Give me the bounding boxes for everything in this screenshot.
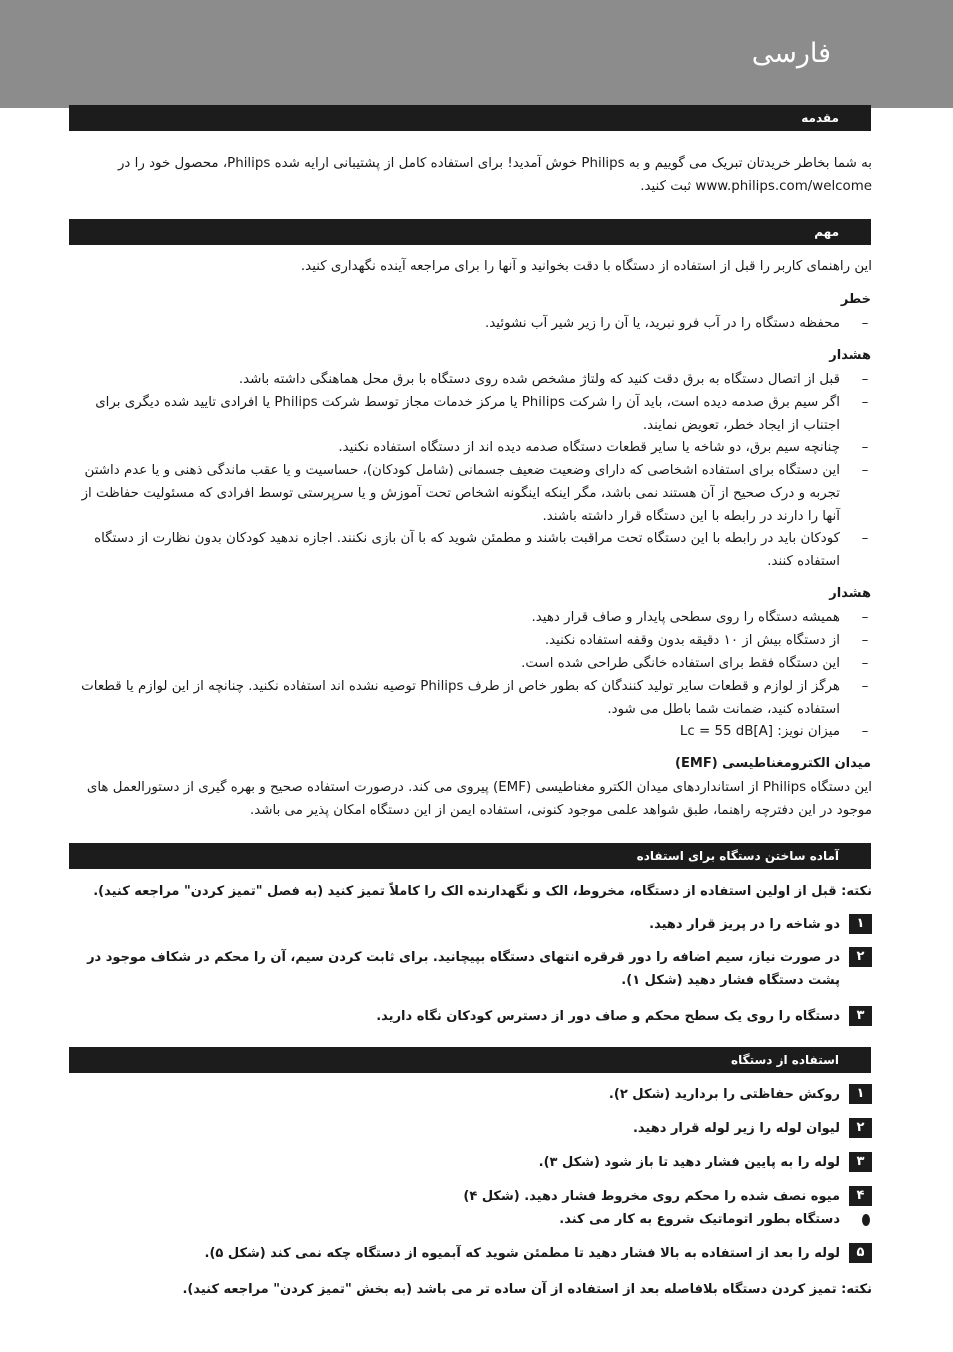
use-step: ۴ میوه نصف شده را محکم روی مخروط فشار دهید. (شکل ۴) دستگاه بطور اتوماتیک شروع به کار می کند. [69,1185,872,1231]
step-number-badge: ۲ [849,947,872,967]
dash-bullet: – [861,633,869,648]
use-step: ۵ لوله را بعد از استفاده به بالا فشار دهید تا مطمئن شوید که آبمیوه از دستگاه چکه نمی کند (شکل ۵). [69,1242,872,1265]
step-number-badge: ۲ [849,1118,872,1138]
dash-bullet: – [861,440,869,455]
language-title: فارسی [751,38,831,69]
section-header-prepare: آماده ساختن دستگاه برای استفاده [69,843,871,869]
caution-item: – از دستگاه بیش از ۱۰ دقیقه بدون وقفه استفاده نکنید. [69,629,872,652]
dash-bullet: – [861,372,869,387]
step-number-badge: ۱ [849,1084,872,1104]
step-number-badge: ۱ [849,914,872,934]
prepare-step: ۳ دستگاه را روی یک سطح محکم و صاف دور از دسترس کودکان نگاه دارید. [69,1005,872,1028]
dash-bullet: – [861,316,869,331]
use-step: ۱ روکش حفاظتی را بردارید (شکل ۲). [69,1083,872,1106]
emf-title: میدان الکترومغناطیسی (EMF) [675,756,871,771]
dash-bullet: – [861,395,869,410]
warning-item: – این دستگاه برای استفاده اشخاصی که دارای وضعیت ضعیف جسمانی (شامل کودکان)، حساسیت و یا عقب ماندگی ذهنی و یا عدم داشتن تجربه و درک صحیح از آن هستند نمی باشد، مگر اینکه اینگونه اشخاص تحت آموزش و یا سرپرستی توسط افرادی که مسئولیت حفاظت از آنها را دارند در رابطه با این دستگاه قرار داشته باشند. [69,459,872,528]
section-header-intro: مقدمه [69,105,871,131]
step-number-badge: ۵ [849,1243,872,1263]
step-number-badge: ۴ [849,1186,872,1206]
header-band [0,0,953,108]
section-header-important: مهم [69,219,871,245]
caution-item: – هرگز از لوازم و قطعات سایر تولید کنندگان که بطور خاص از طرف Philips توصیه نشده اند استفاده نکنید. چنانچه از این لوازم یا قطعات استفاده کنید، ضمانت شما باطل می شود. [69,675,872,721]
caution-item: – میزان نویز: Lc = 55 dB[A] [69,720,872,743]
bullet-dot-icon [862,1214,870,1226]
use-note: نکته: تمیز کردن دستگاه بلافاصله بعد از استفاده از آن ساده تر می باشد (به بخش "تمیز کردن" مراجعه کنید). [182,1282,872,1297]
step-number-badge: ۳ [849,1006,872,1026]
dash-bullet: – [861,656,869,671]
prepare-step: ۱ دو شاخه را در پریز قرار دهید. [69,913,872,936]
prepare-step: ۲ در صورت نیاز، سیم اضافه را دور قرقره انتهای دستگاه بپیچانید. برای ثابت کردن سیم، آن را محکم در شکاف موجود در پشت دستگاه فشار دهید (شکل ۱). [69,946,872,992]
danger-item: – محفظه دستگاه را در آب فرو نبرید، یا آن را زیر شیر آب نشوئید. [69,312,872,335]
use-step: ۲ لیوان لوله را زیر لوله قرار دهید. [69,1117,872,1140]
step-number-badge: ۳ [849,1152,872,1172]
section-header-use: استفاده از دستگاه [69,1047,871,1073]
warning-item: – کودکان باید در رابطه با این دستگاه تحت مراقبت باشند و مطمئن شوید که با آن بازی نکنند. اجازه ندهید کودکان بدون نظارت از دستگاه استفاده کنند. [69,527,872,573]
warning-item: – چنانچه سیم برق، دو شاخه یا سایر قطعات دستگاه صدمه دیده اند از دستگاه استفاده نکنید. [69,436,872,459]
warning-title: هشدار [829,348,871,363]
dash-bullet: – [861,531,869,546]
dash-bullet: – [861,724,869,739]
emf-text: این دستگاه Philips از استانداردهای میدان الکترو مغناطیسی (EMF) پیروی می کند. درصورت استفاده صحیح و بهره گیری از دستورالعمل های موجود در این دفترچه راهنما، طبق شواهد علمی موجود کنونی، استفاده ایمن از این دستگاه امکان پذیر می باشد. [86,780,872,818]
dash-bullet: – [861,610,869,625]
use-step: ۳ لوله را به پایین فشار دهید تا باز شود (شکل ۳). [69,1151,872,1174]
danger-title: خطر [840,292,871,307]
dash-bullet: – [861,463,869,478]
prepare-note: نکته: قبل از اولین استفاده از دستگاه، مخروط، الک و نگهدارنده الک را کاملاً تمیز کنید (به فصل "تمیز کردن" مراجعه کنید). [93,884,872,899]
warning-item: – اگر سیم برق صدمه دیده است، باید آن را شرکت Philips یا مرکز خدمات مجاز توسط شرکت Philips یا افرادی تایید شده دیگری برای اجتناب از ایجاد خطر، تعویض نمایند. [69,391,872,437]
caution-title: هشدار [829,586,871,601]
important-intro: این راهنمای کاربر را قبل از استفاده از دستگاه با دقت بخوانید و آنها را برای مراجعه آینده نگهداری کنید. [300,259,872,274]
dash-bullet: – [861,679,869,694]
intro-text: به شما بخاطر خریدتان تبریک می گوییم و به Philips خوش آمدید! برای استفاده کامل از پشتیبانی ارایه شده Philips، محصول خود را در www.philips.com/welcome ثبت کنید. [117,156,872,194]
warning-item: – قبل از اتصال دستگاه به برق دقت کنید که ولتاژ مشخص شده روی دستگاه با برق محل هماهنگی داشته باشد. [69,368,872,391]
caution-item: – این دستگاه فقط برای استفاده خانگی طراحی شده است. [69,652,872,675]
caution-item: – همیشه دستگاه را روی سطحی پایدار و صاف قرار دهید. [69,606,872,629]
step-sub-bullet: دستگاه بطور اتوماتیک شروع به کار می کند. [69,1208,840,1231]
